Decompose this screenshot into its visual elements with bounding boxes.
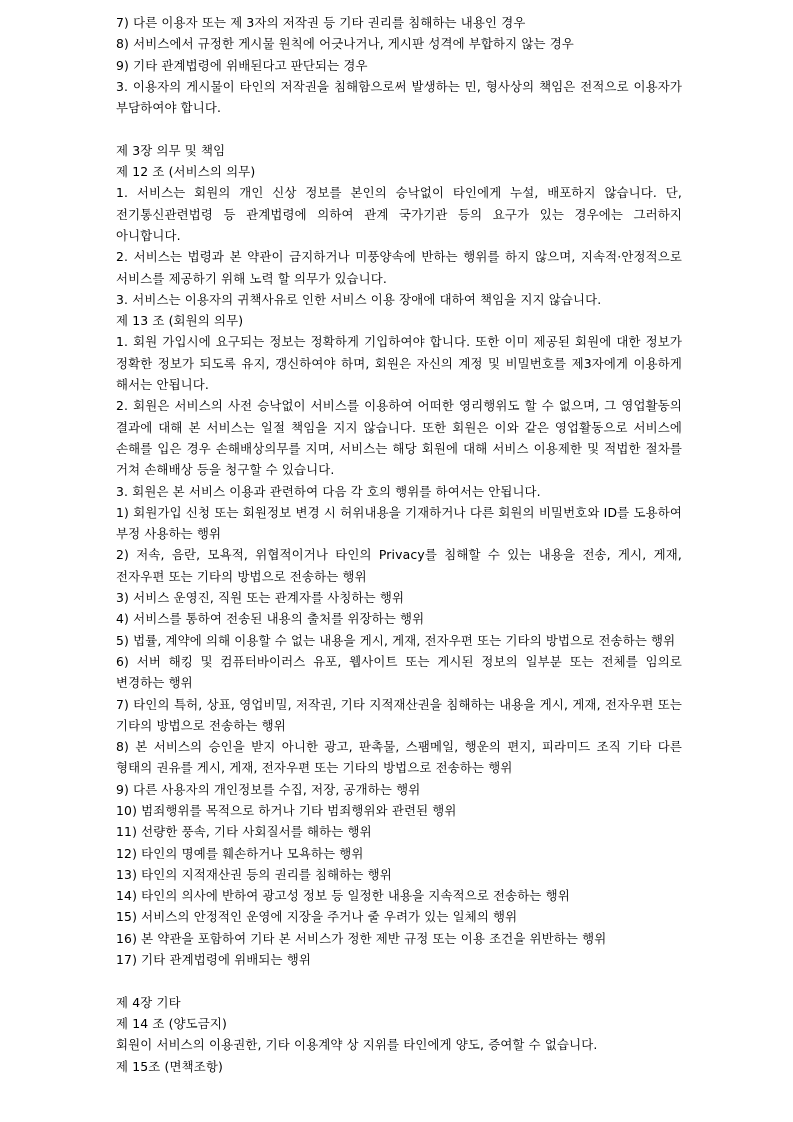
list-item: 8) 서비스에서 규정한 게시물 원칙에 어긋나거나, 게시판 성격에 부합하지 않는 경우 [116, 36, 574, 52]
list-item: 11) 선량한 풍속, 기타 사회질서를 해하는 행위 [116, 824, 372, 840]
list-item: 7) 타인의 특허, 상표, 영업비밀, 저작권, 기타 지적재산권을 침해하는 내용을 게시, 게재, 전자우편 또는 기타의 방법으로 전송하는 행위 [116, 696, 682, 733]
list-item: 7) 다른 이용자 또는 제 3자의 저작권 등 기타 권리를 침해하는 내용인 경우 [116, 15, 526, 30]
paragraph: 3. 이용자의 게시물이 타인의 저작권을 침해함으로써 발생하는 민, 형사상의 책임은 전적으로 이용자가 부담하여야 합니다. [116, 78, 682, 116]
list-item: 5) 법률, 계약에 의해 이용할 수 없는 내용을 게시, 게재, 전자우편 또는 기타의 방법으로 전송하는 행위 [116, 632, 676, 648]
list-item: 1) 회원가입 신청 또는 회원정보 변경 시 허위내용을 기재하거나 다른 회원의 비밀번호와 ID를 도용하여 부정 사용하는 행위 [116, 504, 682, 542]
article-title: 제 13 조 (회원의 의무) [116, 313, 244, 329]
paragraph: 2. 회원은 서비스의 사전 승낙없이 서비스를 이용하여 어떠한 영리행위도 할 수 없으며, 그 영업활동의 결과에 대해 본 서비스는 일절 책임을 지지 않습니다. 또한 회원은 이와 같은 영업활동으로 서비스에 손해를 입은 경우 손해배상의무를 지며, 서비스는 해당 회원에 대해 서비스 이용제한 및 적법한 절차를 거쳐 손해배상 등을 청구할 수 있습니다. [116, 398, 682, 478]
list-item: 8) 본 서비스의 승인을 받지 아니한 광고, 판촉물, 스팸메일, 행운의 편지, 피라미드 조직 기타 다른 형태의 권유를 게시, 게재, 전자우편 또는 기타의 방법으로 전송하는 행위 [116, 739, 682, 776]
list-item: 17) 기타 관계법령에 위배되는 행위 [116, 952, 311, 968]
article-title: 제 12 조 (서비스의 의무) [116, 164, 256, 180]
list-item: 12) 타인의 명예를 훼손하거나 모욕하는 행위 [116, 845, 364, 861]
list-item: 4) 서비스를 통하여 전송된 내용의 출처를 위장하는 행위 [116, 611, 425, 627]
chapter-heading: 제 4장 기타 [116, 994, 181, 1010]
list-item: 9) 다른 사용자의 개인정보를 수집, 저장, 공개하는 행위 [116, 781, 421, 797]
list-item: 9) 기타 관계법령에 위배된다고 판단되는 경우 [116, 57, 368, 73]
list-item: 10) 범죄행위를 목적으로 하거나 기타 범죄행위와 관련된 행위 [116, 802, 457, 818]
list-item: 13) 타인의 지적재산권 등의 권리를 침해하는 행위 [116, 866, 392, 882]
list-item: 14) 타인의 의사에 반하여 광고성 정보 등 일정한 내용을 지속적으로 전송하는 행위 [116, 888, 570, 904]
paragraph: 1. 서비스는 회원의 개인 신상 정보를 본인의 승낙없이 타인에게 누설, 배포하지 않습니다. 단, 전기통신관련법령 등 관계법령에 의하여 관계 국가기관 등의 요구가 있는 경우에는 그러하지 아니합니다. [116, 185, 682, 243]
blank-line [116, 118, 682, 139]
paragraph: 3. 회원은 본 서비스 이용과 관련하여 다음 각 호의 행위를 하여서는 안됩니다. [116, 483, 541, 499]
list-item: 2) 저속, 음란, 모욕적, 위협적이거나 타인의 Privacy를 침해할 수 있는 내용을 전송, 게시, 게재, 전자우편 또는 기타의 방법으로 전송하는 행위 [116, 547, 682, 584]
list-item: 16) 본 약관을 포함하여 기타 본 서비스가 정한 제반 규정 또는 이용 조건을 위반하는 행위 [116, 930, 607, 946]
article-title: 제 14 조 (양도금지) [116, 1015, 228, 1031]
article-title: 제 15조 (면책조항) [116, 1058, 223, 1074]
paragraph: 1. 회원 가입시에 요구되는 정보는 정확하게 기입하여야 합니다. 또한 이미 제공된 회원에 대한 정보가 정확한 정보가 되도록 유지, 갱신하여야 하며, 회원은 자신의 계정 및 비밀번호를 제3자에게 이용하게 해서는 안됩니다. [116, 334, 682, 393]
terms-document [116, 12, 682, 1077]
blank-line [116, 970, 682, 991]
list-item: 15) 서비스의 안정적인 운영에 지장을 주거나 줄 우려가 있는 일체의 행위 [116, 909, 518, 925]
chapter-heading: 제 3장 의무 및 책임 [116, 142, 226, 158]
paragraph: 2. 서비스는 법령과 본 약관이 금지하거나 미풍양속에 반하는 행위를 하지 않으며, 지속적·안정적으로 서비스를 제공하기 위해 노력 할 의무가 있습니다. [116, 249, 682, 286]
paragraph: 3. 서비스는 이용자의 귀책사유로 인한 서비스 이용 장애에 대하여 책임을 지지 않습니다. [116, 291, 602, 307]
paragraph: 회원이 서비스의 이용권한, 기타 이용계약 상 지위를 타인에게 양도, 증여할 수 없습니다. [116, 1037, 598, 1053]
list-item: 3) 서비스 운영진, 직원 또는 관계자를 사칭하는 행위 [116, 590, 405, 606]
list-item: 6) 서버 해킹 및 컴퓨터바이러스 유포, 웹사이트 또는 게시된 정보의 일부분 또는 전체를 임의로 변경하는 행위 [116, 653, 682, 691]
